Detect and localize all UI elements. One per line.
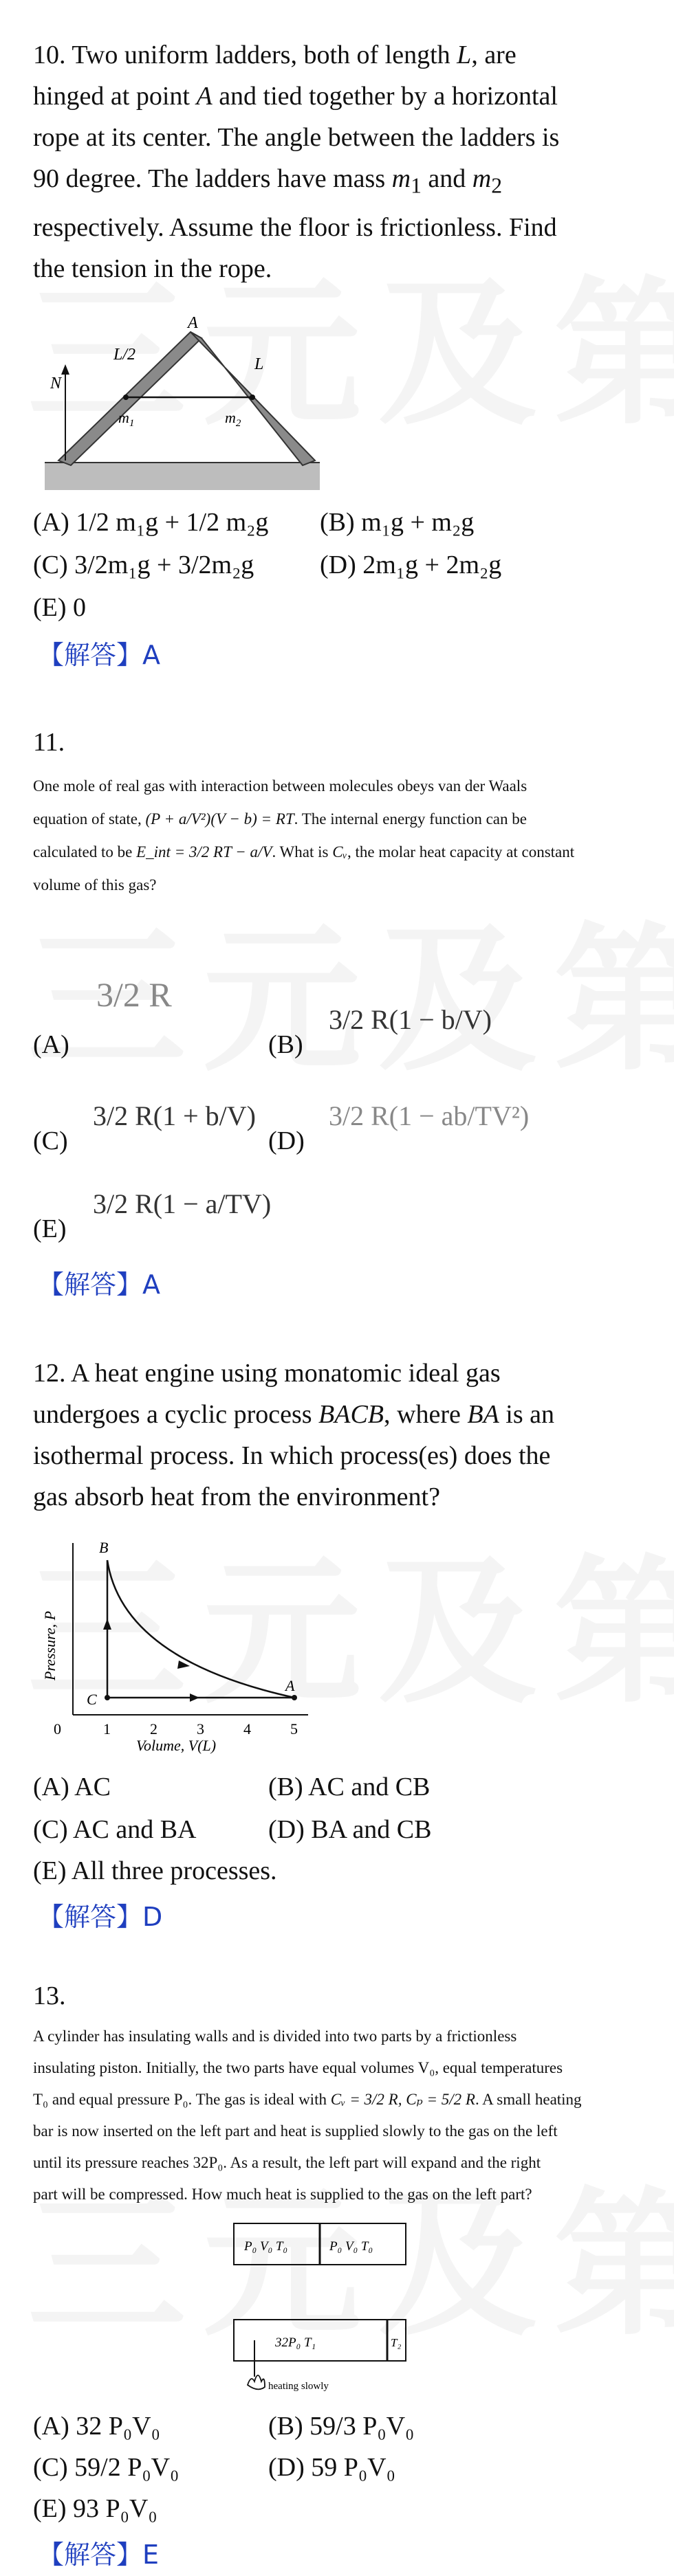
q11-option-e-label: (E) — [33, 1214, 67, 1243]
point-a — [292, 1695, 297, 1700]
label-N: N — [50, 375, 62, 392]
ladder-figure — [38, 313, 327, 502]
floor — [45, 463, 320, 490]
arrow-ac — [190, 1694, 199, 1702]
q13-option-c: (C) 59/2 P₀V₀ — [33, 2453, 180, 2482]
q11-option-c-label: (C) — [33, 1126, 68, 1155]
label-b: B — [99, 1539, 109, 1556]
pv-diagram — [33, 1529, 329, 1756]
q13-option-e: (E) 93 P₀V₀ — [33, 2494, 157, 2523]
x-axis-label: Volume, V(L) — [136, 1737, 217, 1754]
q12-option-a: (A) AC — [33, 1773, 111, 1801]
q12-option-d: (D) BA and CB — [268, 1815, 432, 1844]
label-L2: L/2 — [113, 346, 136, 364]
tick-2: 2 — [150, 1720, 157, 1737]
label-m1: $m_1$ — [118, 409, 135, 429]
heat-capacity-values: Cᵥ = 3/2 R, Cₚ = 5/2 R — [330, 2091, 475, 2108]
heating-label: heating slowly — [268, 2381, 329, 2392]
q13-option-d: (D) 59 P₀V₀ — [268, 2453, 395, 2482]
label-A: A — [188, 314, 198, 332]
tick-3: 3 — [197, 1720, 204, 1737]
y-axis-label: Pressure, P — [41, 1610, 58, 1680]
process-ba-isotherm — [107, 1560, 294, 1698]
q12-option-b: (B) AC and CB — [268, 1773, 431, 1801]
van-der-waals-equation: (P + a/V²)(V − b) = RT — [145, 810, 294, 828]
q11-option-a-label: (A) — [33, 1030, 69, 1059]
q12-answer: 【解答】D — [38, 1902, 163, 1932]
question-12-text: 12. A heat engine using monatomic ideal gas undergoes a cyclic process BACB, where BA is an isothermal process. In which process(es) does the gas absorb heat from the environment? — [33, 1359, 555, 1511]
q11-answer: 【解答】A — [38, 1269, 160, 1300]
initial-left-state: P₀ V₀ T₀ — [244, 2239, 288, 2254]
tick-5: 5 — [290, 1720, 298, 1737]
question-13-number: 13. — [33, 1981, 66, 2010]
normal-force-arrowhead — [61, 364, 69, 375]
q11-option-a-expr: 3/2 R — [96, 975, 172, 1014]
q11-option-b-label: (B) — [268, 1030, 303, 1059]
q13-option-b: (B) 59/3 P₀V₀ — [268, 2412, 415, 2441]
question-13-text: A cylinder has insulating walls and is divided into two parts by a frictionless insulating piston. Initially, the two parts have equal volumes V₀, equal temperatures T₀ and equal pressure P₀. The gas is ideal with Cᵥ = 3/2 R, Cₚ = 5/2 R. A small heating bar is now inserted on the left part and heat is supplied slowly to the gas on the left until its pressure reaches 32P₀. As a result, the left part will expand and the right part will be compressed. How much heat is supplied to the gas on the left part? — [33, 2028, 582, 2203]
q11-option-b-expr: 3/2 R(1 − b/V) — [329, 1004, 492, 1035]
q10-option-b: (B) m₁g + m₂g — [320, 508, 475, 537]
flame-icon — [248, 2375, 265, 2389]
point-c — [105, 1695, 110, 1700]
label-c: C — [87, 1691, 97, 1708]
q13-answer: 【解答】E — [38, 2540, 160, 2570]
question-10-text: 10. Two uniform ladders, both of length L, are hinged at point A and tied together by a horizontal rope at its center. The angle between the ladders is 90 degree. The ladders have mass $m_1$ and $m_2$ respectively. Assume the floor is frictionless. Find the tension in the rope. — [33, 41, 560, 283]
q10-option-e: (E) 0 — [33, 593, 87, 622]
final-cylinder — [234, 2320, 406, 2361]
initial-right-state: P₀ V₀ T₀ — [329, 2239, 373, 2254]
q10-option-d: (D) 2m₁g + 2m₂g — [320, 551, 502, 579]
question-11-text: One mole of real gas with interaction between molecules obeys van der Waals equation of state, (P + a/V²)(V − b) = RT. The internal energy function can be calculated to be E_int = 3/2 RT − a/V. What is Cᵥ, the molar heat capacity at constant volume of this gas? — [33, 777, 575, 893]
q12-option-e: (E) All three processes. — [33, 1856, 277, 1885]
q10-option-c: (C) 3/2m₁g + 3/2m₂g — [33, 551, 254, 579]
q10-option-a: (A) 1/2 m₁g + 1/2 m₂g — [33, 508, 269, 537]
rope-knot-left — [123, 395, 129, 400]
q11-option-d-label: (D) — [268, 1126, 305, 1155]
q11-option-c-expr: 3/2 R(1 + b/V) — [93, 1100, 256, 1131]
tick-0: 0 — [54, 1720, 61, 1737]
q10-answer: 【解答】A — [38, 640, 160, 670]
q11-option-d-expr: 3/2 R(1 − ab/TV²) — [329, 1100, 530, 1131]
label-m2: $m_2$ — [225, 409, 241, 429]
q11-option-e-expr: 3/2 R(1 − a/TV) — [93, 1188, 272, 1219]
tick-1: 1 — [103, 1720, 111, 1737]
question-11-number: 11. — [33, 728, 65, 757]
arrow-cb — [103, 1619, 111, 1630]
cylinder-figure — [230, 2220, 437, 2419]
label-L: L — [254, 355, 264, 373]
tick-4: 4 — [243, 1720, 251, 1737]
q13-option-a: (A) 32 P₀V₀ — [33, 2412, 160, 2441]
rope-knot-right — [250, 395, 255, 400]
final-left-state: 32P₀ T₁ — [275, 2335, 316, 2350]
label-a: A — [285, 1677, 295, 1694]
internal-energy-equation: E_int = 3/2 RT − a/V — [136, 843, 272, 860]
final-right-state: T₂ — [391, 2336, 402, 2349]
q12-option-c: (C) AC and BA — [33, 1815, 197, 1844]
